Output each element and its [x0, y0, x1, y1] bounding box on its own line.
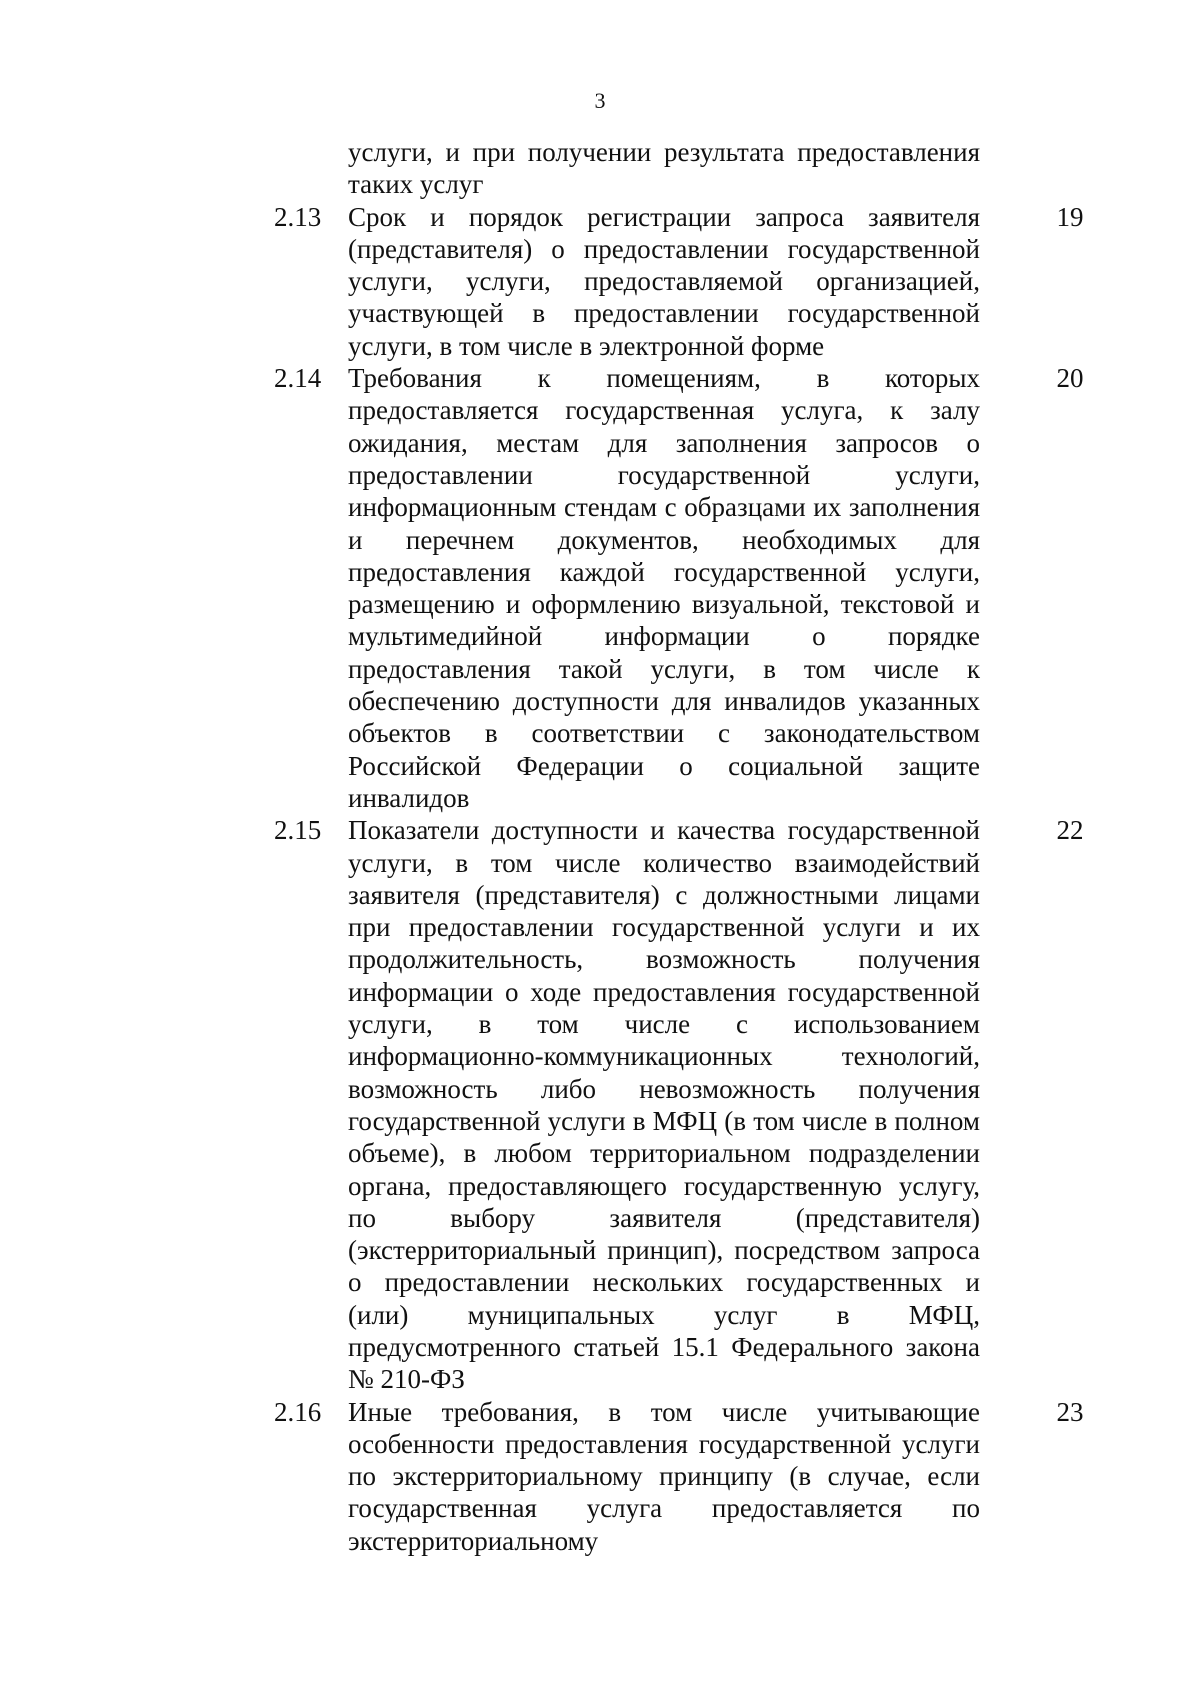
section-title: услуги, и при получении результата предоставления таких услуг — [348, 137, 980, 200]
section-number: 2.15 — [274, 815, 322, 846]
table-of-contents — [0, 136, 1200, 1557]
section-page: 22 — [1056, 815, 1084, 846]
section-number: 2.16 — [274, 1396, 322, 1427]
section-number: 2.14 — [274, 363, 322, 394]
section-title: Требования к помещениям, в которых предоставляется государственная услуга, к залу ожидания, местам для заполнения запросов о предоставлении государственной услуги, информационным стендам с образцами их заполнения и перечнем документов, необходимых для предоставления каждой государственной услуги, размещению и оформлению визуальной, текстовой и мультимедийной информации о порядке предоставления такой услуги, в том числе к обеспечению доступности для инвалидов указанных объектов в соответствии с законодательством Российской Федерации о социальной защите инвалидов — [348, 363, 980, 813]
section-title: Срок и порядок регистрации запроса заявителя (представителя) о предоставлении государственной услуги, услуги, предоставляемой организацией, участвующей в предоставлении государственной услуги, в том числе в электронной форме — [348, 201, 980, 361]
section-number: 2.13 — [274, 201, 322, 232]
toc-entry — [0, 362, 1200, 814]
section-page: 19 — [1056, 201, 1084, 232]
toc-entry — [0, 136, 1200, 201]
page-number: 3 — [594, 88, 606, 113]
section-title: Иные требования, в том числе учитывающие особенности предоставления государственной услуги по экстерриториальному принципу (в случае, если государственная услуга предоставляется по экстерриториальному — [348, 1396, 980, 1556]
toc-entry — [0, 1396, 1200, 1557]
section-page: 23 — [1056, 1396, 1084, 1427]
toc-entry — [0, 814, 1200, 1395]
section-page: 20 — [1056, 363, 1084, 394]
toc-entry — [0, 201, 1200, 362]
section-title: Показатели доступности и качества государственной услуги, в том числе количество взаимодействий заявителя (представителя) с должностными лицами при предоставлении государственной услуги и их продолжительность, возможность получения информации о ходе предоставления государственной услуги, в том числе с использованием информационно-коммуникационных технологий, возможность либо невозможность получения государственной услуги в МФЦ (в том числе в полном объеме), в любом территориальном подразделении органа, предоставляющего государственную услугу, по выбору заявителя (представителя) (экстерриториальный принцип), посредством запроса о предоставлении нескольких государственных и (или) муниципальных услуг в МФЦ, предусмотренного статьей 15.1 Федерального закона № 210-ФЗ — [348, 815, 980, 1395]
